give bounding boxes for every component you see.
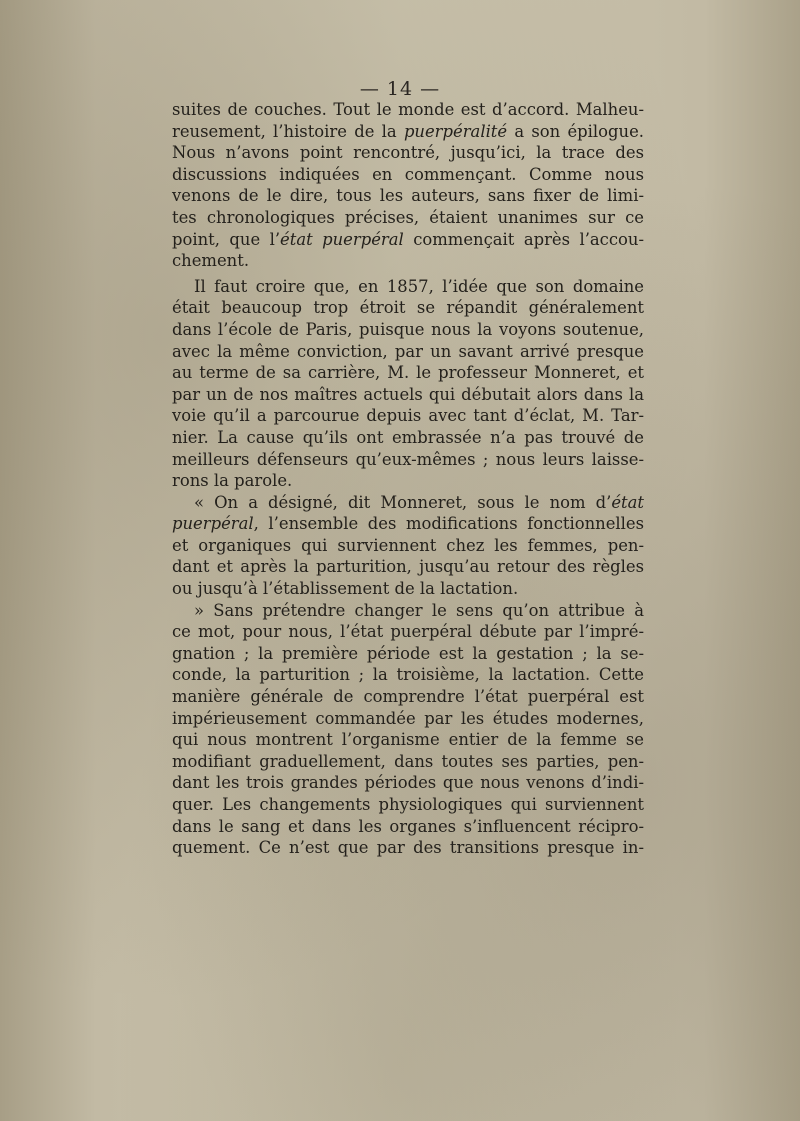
text-line: reusement, l’histoire de la puerpéralité a son épilogue.: [172, 121, 644, 141]
text-line: suites de couches. Tout le monde est d’accord. Malheu-: [172, 100, 644, 119]
text-line: chement.: [172, 251, 250, 271]
text-line: modifiant graduellement, dans toutes ses parties, pen-: [172, 751, 644, 771]
text-line: conde, la parturition ; la troisième, la lactation. Cette: [172, 665, 644, 685]
text-line: Nous n’avons point rencontré, jusqu’ici, la trace des: [172, 143, 644, 163]
text-line: discussions indiquées en commençant. Comme nous: [172, 164, 644, 184]
text-line: était beaucoup trop étroit se répandit généralement: [172, 298, 644, 318]
text-line: qui nous montrent l’organisme entier de la femme se: [172, 730, 644, 750]
text-line: dans l’école de Paris, puisque nous la voyons soutenue,: [172, 319, 644, 339]
text-line: quer. Les changements physiologiques qui surviennent: [172, 795, 644, 814]
paragraph: [172, 99, 644, 272]
paragraph: [172, 276, 644, 492]
text-line: » Sans prétendre changer le sens qu’on attribue à: [194, 600, 644, 620]
text-line: dant et après la parturition, jusqu’au retour des règles: [172, 557, 644, 577]
paragraph: [172, 600, 644, 859]
text-line: ou jusqu’à l’établissement de la lactation.: [172, 579, 519, 599]
text-line: nier. La cause qu’ils ont embrassée n’a pas trouvé de: [172, 427, 644, 447]
text-line: rons la parole.: [172, 471, 293, 491]
page-number: — 14 —: [359, 78, 441, 100]
text-line: au terme de sa carrière, M. le professeur Monneret, et: [172, 363, 644, 383]
text-line: tes chronologiques précises, étaient unanimes sur ce: [172, 207, 644, 227]
text-line: avec la même conviction, par un savant arrivé presque: [172, 341, 644, 361]
text-line: puerpéral, l’ensemble des modifications fonctionnelles: [172, 514, 644, 534]
text-line: point, que l’état puerpéral commençait après l’accou-: [172, 229, 645, 249]
text-line: voie qu’il a parcourue depuis avec tant d’éclat, M. Tar-: [172, 406, 644, 426]
body-text: [172, 99, 644, 859]
text-line: gnation ; la première période est la gestation ; la se-: [172, 643, 644, 663]
text-line: et organiques qui surviennent chez les femmes, pen-: [172, 535, 644, 555]
text-line: impérieusement commandée par les études modernes,: [172, 708, 644, 728]
text-line: Il faut croire que, en 1857, l’idée que son domaine: [194, 276, 644, 296]
text-line: dant les trois grandes périodes que nous venons d’indi-: [172, 773, 644, 793]
paragraph: [172, 492, 644, 600]
text-line: meilleurs défenseurs qu’eux-mêmes ; nous leurs laisse-: [172, 449, 644, 469]
text-line: par un de nos maîtres actuels qui débutait alors dans la: [172, 384, 644, 404]
text-line: venons de le dire, tous les auteurs, sans fixer de limi-: [172, 186, 644, 206]
text-line: « On a désigné, dit Monneret, sous le nom d’état: [194, 492, 644, 512]
text-line: dans le sang et dans les organes s’influencent récipro-: [172, 816, 644, 836]
text-line: ce mot, pour nous, l’état puerpéral débute par l’impré-: [172, 622, 644, 642]
text-line: quement. Ce n’est que par des transitions presque in-: [172, 838, 644, 858]
text-line: manière générale de comprendre l’état puerpéral est: [172, 687, 644, 707]
